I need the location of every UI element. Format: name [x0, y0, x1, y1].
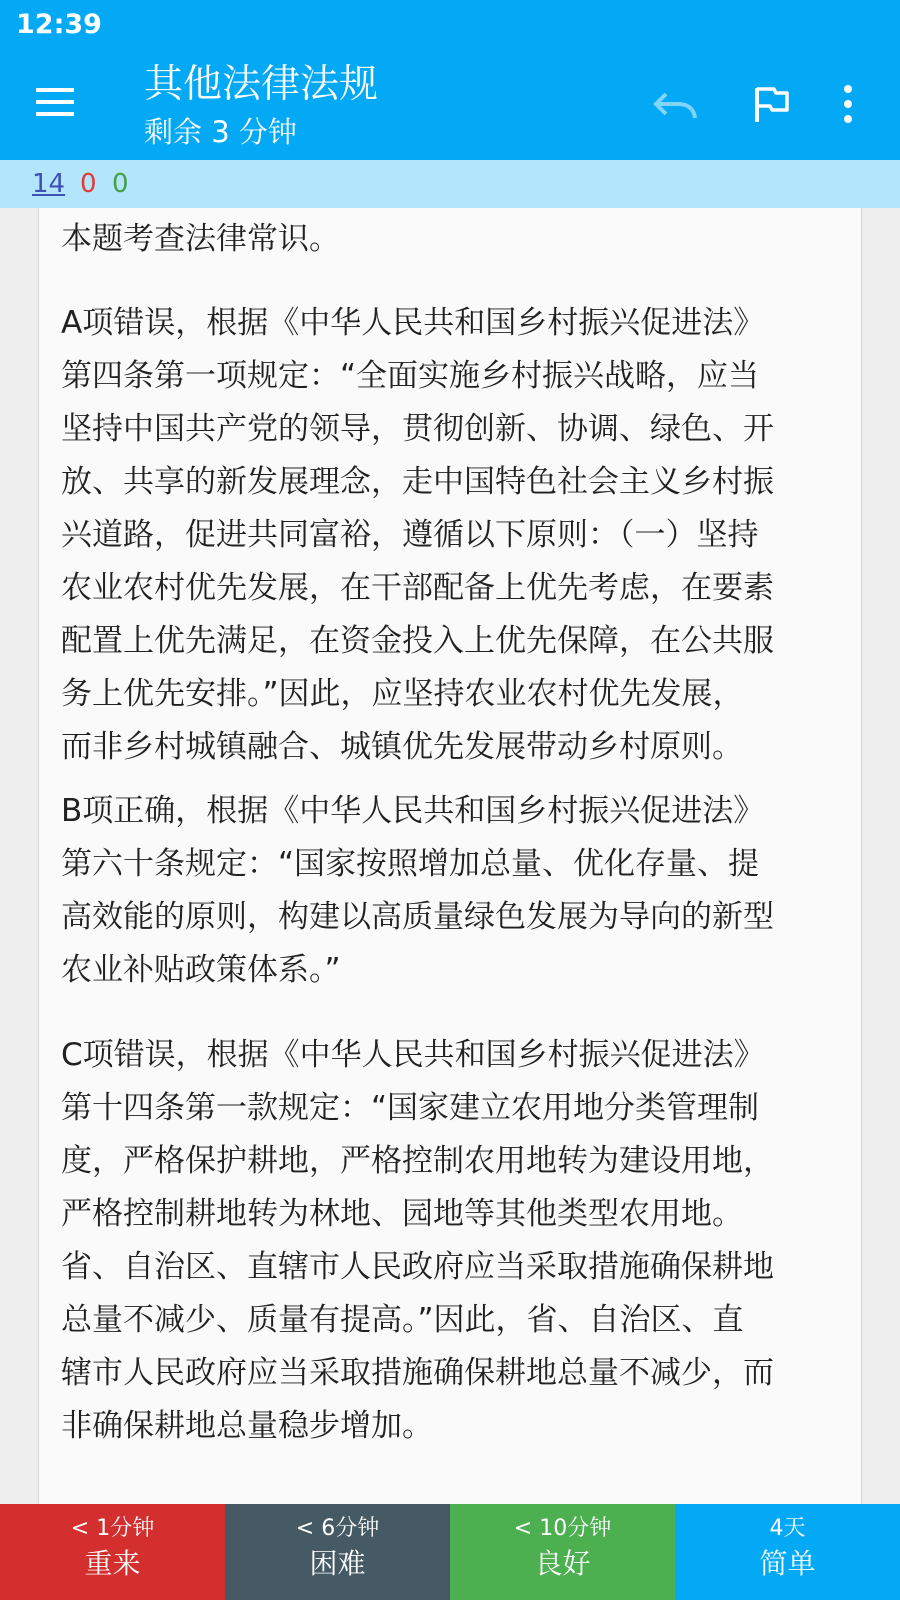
card-answer-content — [38, 208, 862, 1504]
review-count: 0 — [112, 169, 129, 199]
undo-icon[interactable] — [652, 86, 698, 122]
good-interval: < 10分钟 — [513, 1516, 612, 1541]
hard-interval: < 6分钟 — [295, 1516, 380, 1541]
easy-interval: 4天 — [769, 1516, 806, 1541]
learning-count: 0 — [80, 169, 97, 199]
easy-button[interactable] — [675, 1504, 900, 1600]
status-bar-time: 12:39 — [16, 9, 102, 40]
explanation-option-a: A项错误，根据《中华人民共和国乡村振兴促进法》 第四条第一项规定：“全面实施乡村振兴战略，应当 坚持中国共产党的领导，贯彻创新、协调、绿色、开 放、共享的新发展理念，走中国特色社会主义乡村振 兴道路，促进共同富裕，遵循以下原则：（一）坚持 农业农村优先发展，在干部配备上优先考虑，在要素 配置上优先满足，在资金投入上优先保障，在公共服 务上优先安排。”因此，应坚持农业农村优先发展， 而非乡村城镇融合、城镇优先发展带动乡村原则。 — [61, 305, 774, 765]
easy-label: 简单 — [759, 1547, 816, 1580]
again-button[interactable] — [0, 1504, 225, 1600]
explanation-option-c: C项错误，根据《中华人民共和国乡村振兴促进法》 第十四条第一款规定：“国家建立农用地分类管理制 度，严格保护耕地，严格控制农用地转为建设用地， 严格控制耕地转为林地、园地等其他类型农用地。 省、自治区、直辖市人民政府应当采取措施确保耕地 总量不减少、质量有提高。”因此，省、自治区、直 辖市人民政府应当采取措施确保耕地总量不减少，而 非确保耕地总量稳步增加。 — [61, 1037, 774, 1444]
time-remaining: 剩余 3 分钟 — [144, 115, 297, 149]
app-bar — [0, 0, 900, 160]
deck-title: 其他法律法规 — [144, 62, 379, 107]
hard-label: 困难 — [309, 1547, 366, 1580]
again-interval: < 1分钟 — [70, 1516, 155, 1541]
explanation-option-b: B项正确，根据《中华人民共和国乡村振兴促进法》 第六十条规定：“国家按照增加总量、优化存量、提 高效能的原则，构建以高质量绿色发展为导向的新型 农业补贴政策体系。” — [61, 793, 774, 988]
more-vert-icon[interactable] — [840, 84, 856, 124]
explanation-intro: 本题考查法律常识。 — [61, 221, 340, 257]
flag-icon[interactable] — [752, 84, 792, 124]
answer-buttons-bar — [0, 1504, 900, 1600]
new-count[interactable]: 14 — [32, 169, 66, 199]
hard-button[interactable] — [225, 1504, 450, 1600]
again-label: 重来 — [84, 1547, 141, 1580]
card-counts-bar — [0, 160, 900, 208]
good-button[interactable] — [450, 1504, 675, 1600]
menu-icon[interactable] — [36, 86, 76, 118]
good-label: 良好 — [534, 1547, 591, 1580]
